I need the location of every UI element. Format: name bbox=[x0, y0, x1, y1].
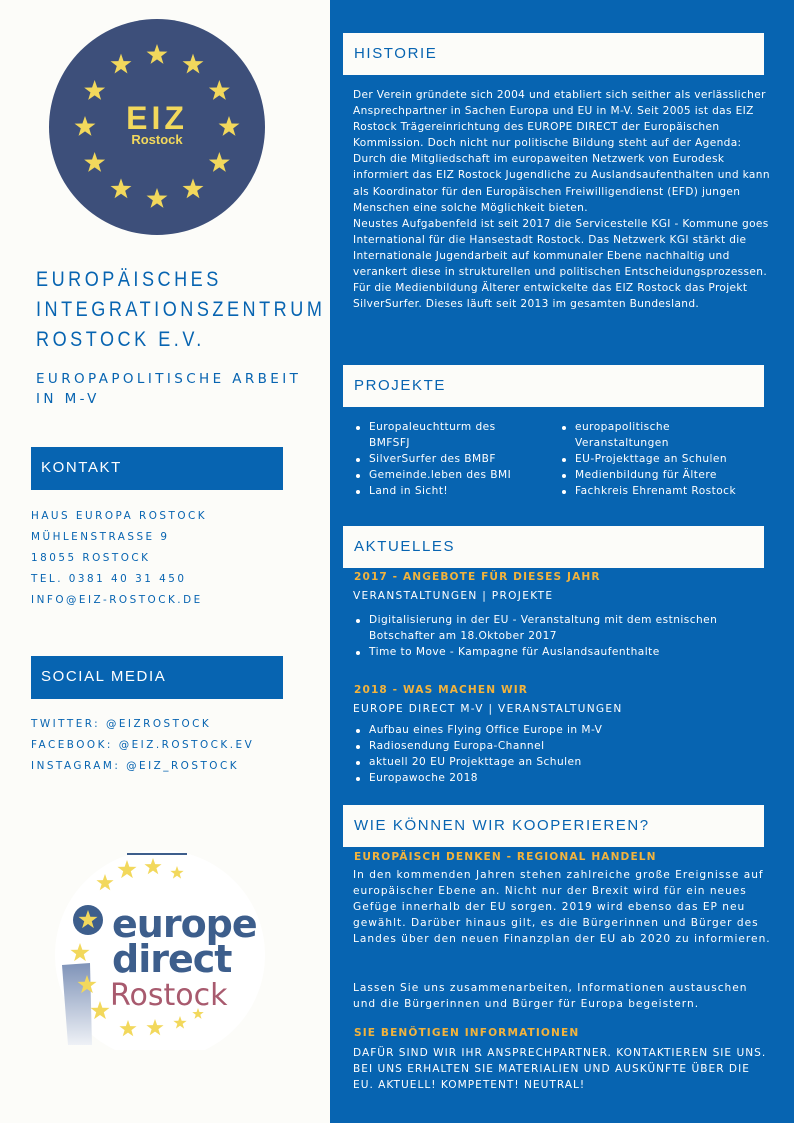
info-heading: SIE BENÖTIGEN INFORMATIONEN bbox=[354, 1027, 580, 1039]
aktuelles-2017-list bbox=[353, 612, 763, 660]
projekte-list-left bbox=[353, 419, 533, 499]
left-column bbox=[0, 0, 330, 1123]
kooperieren-paragraph-1: In den kommenden Jahren stehen zahlreiche große Ereignisse auf europäischer Ebene an. Nicht nur der Brexit wird für ein neues Gefüge innerhalb der EU sorgen. 2019 wird ebenso das EP neu gewählt. Darüber hinaus gilt, es die Bürgerinnen und Bürger des Landes über den neuen Finanzplan der EU ab 2020 zu informieren. bbox=[353, 869, 771, 946]
logo-word-europe: europe bbox=[112, 902, 257, 946]
aktuelles-item: Europawoche 2018 bbox=[353, 770, 763, 786]
organization-tagline bbox=[36, 369, 336, 409]
aktuelles-2017-subtitle: VERANSTALTUNGEN | PROJEKTE bbox=[353, 590, 554, 602]
logo-top-line bbox=[127, 853, 187, 855]
aktuelles-2017-title: 2017 - ANGEBOTE FÜR DIESES JAHR bbox=[354, 571, 601, 583]
social-instagram[interactable]: INSTAGRAM: @EIZ_ROSTOCK bbox=[31, 760, 240, 772]
logo-word-rostock: Rostock bbox=[110, 978, 228, 1013]
projekt-item: europapolitische Veranstaltungen bbox=[559, 419, 759, 451]
info-text bbox=[353, 1045, 773, 1093]
social-heading: SOCIAL MEDIA bbox=[41, 668, 167, 685]
organization-name bbox=[36, 265, 325, 355]
projekte-heading-box bbox=[343, 365, 764, 407]
logo-word-direct: direct bbox=[112, 937, 232, 981]
contact-heading-box bbox=[31, 447, 283, 490]
eiz-rostock-logo bbox=[49, 19, 265, 235]
kooperieren-heading: WIE KÖNNEN WIR KOOPERIEREN? bbox=[354, 817, 650, 834]
historie-heading-box bbox=[343, 33, 764, 75]
historie-paragraph: Der Verein gründete sich 2004 und etabliert sich seither als verlässlicher Ansprechpartner in Sachen Europa und EU in M-V. Seit 2005 ist das EIZ Rostock Trägereinrichtung des EUROPE DIRECT der Europäischen Kommission. Doch nicht nur politische Bildung steht auf der Agenda: Durch die Mitgliedschaft im europaweiten Netzwerk von Eurodesk informiert das EIZ Rostock Jugendliche zu Auslandsaufenthalten und kann als Koordinator für den Europäischen Freiwilligendienst (EFD) jungen Menschen eine solche Möglichkeit bieten. bbox=[353, 89, 770, 214]
kooperieren-heading-box bbox=[343, 805, 764, 847]
info-line: DAFÜR SIND WIR IHR ANSPRECHPARTNER. KONTAKTIEREN SIE UNS. bbox=[353, 1047, 767, 1059]
aktuelles-item: Digitalisierung in der EU - Veranstaltung mit dem estnischen Botschafter am 18.Oktober 2017 bbox=[353, 612, 763, 644]
contact-street: MÜHLENSTRASSE 9 bbox=[31, 531, 170, 543]
contact-phone[interactable]: TEL. 0381 40 31 450 bbox=[31, 573, 187, 585]
aktuelles-item: Time to Move - Kampagne für Auslandsaufenthalte bbox=[353, 644, 763, 660]
aktuelles-2018-list bbox=[353, 722, 763, 786]
organization-name-line: ROSTOCK E.V. bbox=[36, 328, 205, 351]
projekt-item: Medienbildung für Ältere bbox=[559, 467, 759, 483]
tagline-line: EUROPAPOLITISCHE ARBEIT bbox=[36, 371, 302, 387]
logo-eiz-text: EIZ bbox=[126, 100, 188, 136]
aktuelles-item: Aufbau eines Flying Office Europe in M-V bbox=[353, 722, 763, 738]
projekt-item: Fachkreis Ehrenamt Rostock bbox=[559, 483, 759, 499]
contact-email[interactable]: INFO@EIZ-ROSTOCK.DE bbox=[31, 594, 203, 606]
projekte-heading: PROJEKTE bbox=[354, 377, 446, 394]
kooperieren-subheading: EUROPÄISCH DENKEN - REGIONAL HANDELN bbox=[354, 851, 657, 863]
social-twitter[interactable]: TWITTER: @EIZROSTOCK bbox=[31, 718, 212, 730]
projekt-item: Europaleuchtturm des BMFSFJ bbox=[353, 419, 533, 451]
contact-city: 18055 ROSTOCK bbox=[31, 552, 151, 564]
aktuelles-2018-title: 2018 - WAS MACHEN WIR bbox=[354, 684, 529, 696]
contact-heading: KONTAKT bbox=[41, 459, 122, 476]
social-heading-box bbox=[31, 656, 283, 699]
aktuelles-heading-box bbox=[343, 526, 764, 568]
logo-rostock-text: Rostock bbox=[131, 132, 183, 147]
tagline-line: IN M-V bbox=[36, 391, 100, 407]
organization-name-line: INTEGRATIONSZENTRUM bbox=[36, 298, 326, 321]
aktuelles-heading: AKTUELLES bbox=[354, 538, 456, 555]
projekt-item: Land in Sicht! bbox=[353, 483, 533, 499]
historie-paragraph: Für die Medienbildung Älterer entwickelte das EIZ Rostock das Projekt SilverSurfer. Dieses läuft seit 2013 im gesamten Bundesland. bbox=[353, 282, 748, 311]
historie-heading: HISTORIE bbox=[354, 45, 438, 62]
info-i-stem bbox=[62, 963, 92, 1045]
projekt-item: Gemeinde.leben des BMI bbox=[353, 467, 533, 483]
contact-address-name: HAUS EUROPA ROSTOCK bbox=[31, 510, 208, 522]
projekt-item: EU-Projekttage an Schulen bbox=[559, 451, 759, 467]
europe-direct-rostock-logo bbox=[30, 845, 280, 1050]
aktuelles-2018-subtitle: EUROPE DIRECT M-V | VERANSTALTUNGEN bbox=[353, 703, 623, 715]
historie-paragraph: Neustes Aufgabenfeld ist seit 2017 die Servicestelle KGI - Kommune goes International für die Hansestadt Rostock. Das Netzwerk KGI stärkt die Internationale Jugendarbeit auf kommunaler Ebene nachhaltig und verankert diese in strukturellen und politischen Entscheidungsprozessen. bbox=[353, 217, 769, 279]
projekt-item: SilverSurfer des BMBF bbox=[353, 451, 533, 467]
aktuelles-item: aktuell 20 EU Projekttage an Schulen bbox=[353, 754, 763, 770]
aktuelles-item: Radiosendung Europa-Channel bbox=[353, 738, 763, 754]
right-panel bbox=[330, 0, 794, 1123]
info-line: BEI UNS ERHALTEN SIE MATERIALIEN UND AUSKÜNFTE ÜBER DIE EU. AKTUELL! KOMPETENT! NEUTRAL! bbox=[353, 1063, 750, 1091]
projekte-list-right bbox=[559, 419, 759, 499]
social-facebook[interactable]: FACEBOOK: @EIZ.ROSTOCK.EV bbox=[31, 739, 255, 751]
historie-text bbox=[353, 87, 773, 312]
organization-name-line: EUROPÄISCHES bbox=[36, 268, 222, 291]
kooperieren-paragraph-2: Lassen Sie uns zusammenarbeiten, Informationen austauschen und die Bürgerinnen und Bürger für Europa begeistern. bbox=[353, 982, 748, 1011]
